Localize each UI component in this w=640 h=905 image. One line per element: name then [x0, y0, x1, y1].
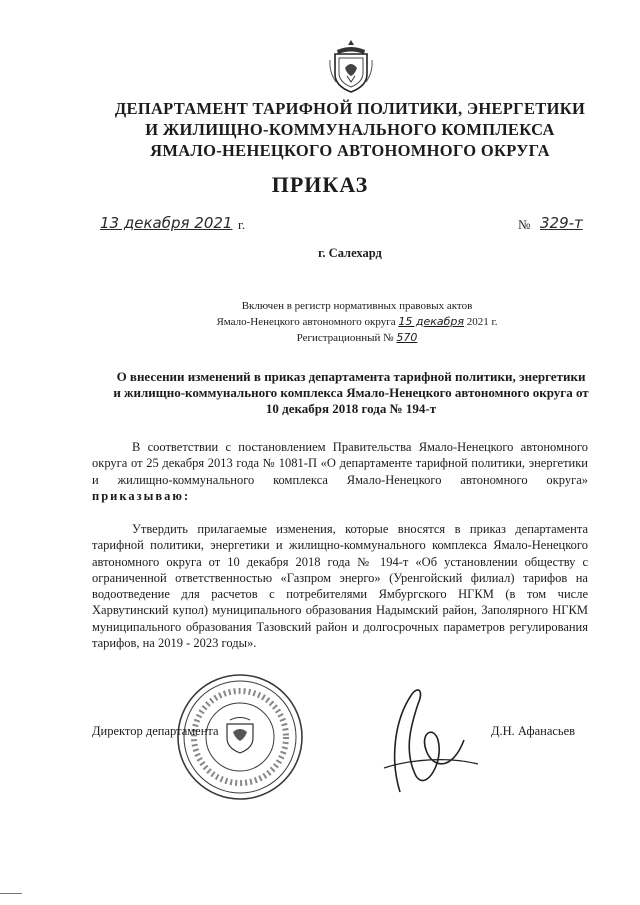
registry-year: 2021 г.	[466, 316, 498, 328]
order-number-label: №	[518, 217, 531, 232]
order-directive: приказываю:	[92, 488, 191, 503]
registry-number-label: Регистрационный №	[296, 332, 394, 344]
main-paragraph: Утвердить прилагаемые изменения, которые вносятся в приказ департамента тарифной политики, энергетики и жилищно-коммунального комплекса Ямало-Ненецкого автономного округа от 10 декабря 2018 года № 194-т «Об установлении обществу с ограниченной ответственностью «Газпром энерго» (Уренгойский филиал) тарифов на водоотведение для расчетов с потребителями Ямбургского НГКМ (в том числе Харвутинский купол) муниципального образования Надымский район, Заполярного НГКМ муниципального образования Тазовский район и долгосрочных параметров регулирования тарифов, на 2019 - 2023 годы».	[92, 522, 588, 651]
registry-line-2	[190, 314, 524, 330]
order-title: ПРИКАЗ	[271, 172, 369, 197]
order-date-handwritten: 13 декабря 2021	[100, 214, 233, 232]
city: г. Салехард	[318, 246, 382, 260]
coat-of-arms-icon	[328, 38, 374, 94]
department-title-line: ДЕПАРТАМЕНТ ТАРИФНОЙ ПОЛИТИКИ, ЭНЕРГЕТИКИ	[114, 99, 586, 118]
department-title-line: И ЖИЛИЩНО-КОММУНАЛЬНОГО КОМПЛЕКСА	[145, 120, 555, 139]
order-subject: О внесении изменений в приказ департамента тарифной политики, энергетики и жилищно-коммунального комплекса Ямало-Ненецкого автономного округа от 10 декабря 2018 года № 194-т	[113, 369, 589, 416]
signature-scribble	[360, 680, 490, 800]
registry-line-3	[190, 330, 524, 346]
registry-region: Ямало-Ненецкого автономного округа	[216, 316, 396, 328]
order-number-handwritten: 329-т	[540, 214, 583, 232]
registry-note	[190, 298, 524, 346]
order-date-suffix: г.	[238, 217, 246, 232]
signatory-position: Директор департамента	[92, 724, 219, 738]
registry-date-handwritten: 15 декабря	[398, 315, 465, 328]
department-title-line: ЯМАЛО-НЕНЕЦКОГО АВТОНОМНОГО ОКРУГА	[150, 141, 550, 160]
preamble-text: В соответствии с постановлением Правительства Ямало-Ненецкого автономного округа от 25 декабря 2013 года № 1081-П «О департаменте тарифной политики, энергетики и жилищно-коммунального комплекса Ямало-Ненецкого автономного округа»	[92, 440, 588, 487]
signatory-name: Д.Н. Афанасьев	[491, 724, 576, 738]
preamble-paragraph	[92, 439, 588, 504]
department-title	[70, 98, 630, 161]
registry-line-1: Включен в регистр нормативных правовых актов	[241, 300, 473, 312]
registry-number-handwritten: 570	[396, 331, 418, 344]
scan-edge-mark	[0, 893, 22, 894]
